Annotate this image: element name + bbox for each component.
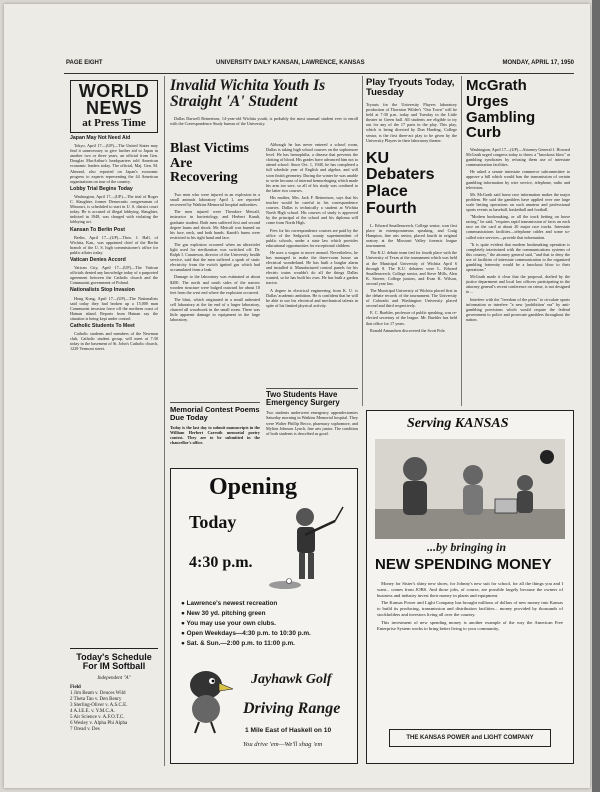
golf-feature: ● Sat. & Sun.—2:00 p.m. to 11:00 p.m. bbox=[181, 640, 295, 647]
wichita-paragraph: A degree in electrical engineering from K. U. is Dallas' academic ambition. He is confident that he will be able to use his electrical and mechanical talents in spite of his limited physical activity. bbox=[266, 287, 358, 308]
gambling-story bbox=[466, 78, 570, 404]
news-item-body: Catholic students and members of the Newman club, Catholic student group, will meet at 7:30 today in the basement of St. John's Catholic church, 1229 Vermont street. bbox=[70, 331, 158, 352]
page-header bbox=[64, 60, 574, 72]
softball-game: 3 Sterling-Oliver v. A.S.C.E. bbox=[70, 702, 128, 708]
blast-paragraph: The men injured were Theodore Metcalf, instructor in bacteriology, and Herbert Kandt, graduate student. Both men suffered first and second degree burns and shock. Mr. Metcalf was burned on his face, neck, and both hands. Kandt's burns were restricted to his right hand and face. bbox=[170, 209, 260, 240]
family-illustration-icon bbox=[375, 439, 565, 539]
wichita-body bbox=[266, 142, 358, 386]
gambling-paragraph: He asked a senate interstate commerce subcommittee to approve a bill which would ban the transmission of certain gambling information by wire service, telephone, radio and television. bbox=[466, 169, 570, 190]
page-number: PAGE EIGHT bbox=[66, 60, 103, 66]
blast-paragraph: Two men who were injured in an explosion in a small animals laboratory April 1, are reported recovered by Watkins Memorial hospital authorities. bbox=[170, 192, 260, 208]
softball-league: Independent "A" bbox=[97, 675, 131, 681]
kp-title: Serving KANSAS bbox=[407, 416, 509, 431]
golf-address: 1 Mile East of Haskell on 10 bbox=[245, 727, 332, 734]
news-item-head: Catholic Students To Meet bbox=[70, 323, 135, 329]
blast-headline: Blast Victims Are Recovering bbox=[170, 142, 249, 186]
golf-today: Today bbox=[189, 512, 237, 532]
column-divider bbox=[164, 76, 165, 766]
gambling-paragraph: Interfere with the "freedom of the press" to circulate sports information or interfere "a new 'prohibition' era" by anti-gambling provisions which would require the federal government to police and prosecute gamblers throughout the nation. bbox=[466, 296, 570, 322]
softball-game: 6 Wesley v. Alpha Phi Alpha bbox=[70, 720, 128, 726]
debaters-paragraph: The Municipal University of Wichita placed first in the debate records of the tournament. The University of Colorado and Washington University placed second and third respectively. bbox=[366, 288, 457, 309]
wichita-lede-text: Dallas Darwell Reinertson, 14-year-old Wichita youth, is probably the most unusual student ever to enroll with the Correspondence Study bureau of the University. bbox=[170, 116, 358, 127]
kp-paragraph: The Kansas Power and Light Company has brought millions of dollars of new money into Kansas to build its producing, transmission and distribution facilities... money provided by thousands of stockholders and investors living all over the country. bbox=[377, 600, 563, 617]
golf-opening: Opening bbox=[209, 474, 298, 500]
surgery-body: Two students underwent emergency appendectomies Saturday morning in Watkins Memorial hospital. They were Walter Phillip Becco, pharmacy sophomore, and Mylton Johnson Lynch, fine arts junior. The condition of both students is described as good. bbox=[266, 410, 358, 436]
kp-body bbox=[377, 581, 563, 717]
world-news-items bbox=[70, 136, 158, 351]
news-item-body: Vatican City, April 17—(UP)—The Vatican officials denied any knowledge today of a purported agreement between the Catholic church and the Communist government of Poland. bbox=[70, 265, 158, 286]
play-headline: Play Tryouts Today, Tuesday bbox=[366, 78, 455, 98]
kp-paragraph: This investment of new spending money is another example of the way the American Free Enterprise System works to bring better living to your community, bbox=[377, 619, 563, 631]
golf-feature: ● Lawrence's newest recreation bbox=[181, 600, 278, 607]
wichita-paragraph: Fees for his correspondence courses are paid by the office of the Sedgwick county superintendent of public schools, under a state law which provides educational opportunities for exceptional children. bbox=[266, 227, 358, 248]
blast-body bbox=[170, 192, 260, 322]
kp-tagline: ...by bringing in bbox=[427, 540, 507, 554]
page-edge bbox=[592, 0, 600, 792]
surgery-headline: Two Students Have Emergency Surgery bbox=[266, 390, 340, 408]
poems-body: Today is the last day to submit manuscripts in the William Herbert Carruth memorial poetry contest. They are to be submitted in the chancellor's office. bbox=[170, 424, 260, 446]
header-rule bbox=[64, 73, 574, 74]
poems-story bbox=[170, 402, 260, 465]
gambling-paragraph: "Modern bookmaking, or all the track betting on horse racing," he said, "requires rapid transmission of facts on each race on the card at about 20 major race tracks. Interstate communications facilities—telephone cables and some so-called wire services—provide that information. bbox=[466, 214, 570, 240]
column-divider bbox=[362, 76, 363, 406]
play-debate-column bbox=[366, 78, 457, 404]
kp-paragraph: Money for Sister's shiny new shoes, for Johnny's new suit for school, for all the things you and I want... comes from JOBS. And those jobs, of course, are possible largely because the owners of business and industry invest their money in plants and equipment. bbox=[377, 581, 563, 598]
world-news-masthead bbox=[70, 80, 158, 133]
golf-feature: ● Open Weekdays—4:30 p.m. to 10:30 p.m. bbox=[181, 630, 311, 637]
golf-feature: ● You may use your own clubs. bbox=[181, 620, 276, 627]
gambling-body bbox=[466, 147, 570, 322]
gambling-paragraph: "It is quite evident that modern bookmaking operation is completely intertwined with the communications systems of this country," the attorney general said, "and that to deny the use of facilities of interstate communication to the organized gambling fraternity would be a knockout blow to their operations." bbox=[466, 241, 570, 273]
news-item-head: Japan May Not Need Aid bbox=[70, 135, 131, 141]
news-item-body: Tokyo, April 17—(UP)—The United States may find it unnecessary to give further aid to Japan in another two or three years, an official from Gen. Douglas MacArthur's headquarters told American economic leaders today. The official, Maj. Gen. M. Almond, also reported on Japan's economic progress to experts representing the 44 American organizations on tour of the country. bbox=[70, 143, 158, 184]
softball-game: 2 Theta Tau v. Den Benry bbox=[70, 696, 122, 702]
gambling-paragraph: Washington, April 17—(UP)—Attorney General J. Howard McGrath urged congress today to throw a "knockout blow" at gambling syndicates by refusing them use of interstate communication facilities. bbox=[466, 147, 570, 168]
kp-company-logo: THE KANSAS POWER and LIGHT COMPANY bbox=[389, 729, 551, 747]
news-item-head: Vatican Denies Accord bbox=[70, 256, 126, 263]
world-news-title-1: WORLD bbox=[78, 81, 150, 101]
newspaper-page bbox=[4, 4, 590, 788]
paper-name: UNIVERSITY DAILY KANSAN, LAWRENCE, KANSAS bbox=[216, 60, 365, 66]
jayhawk-mascot-icon bbox=[179, 665, 233, 735]
golf-slogan: You drive 'em—We'll shag 'em bbox=[243, 741, 323, 748]
wichita-lede bbox=[170, 116, 358, 138]
golfer-illustration-icon bbox=[263, 503, 351, 595]
golf-features bbox=[181, 599, 351, 659]
golf-name-2: Driving Range bbox=[243, 700, 341, 717]
play-body: Tryouts for the University Players laboratory production of Thornton Wilder's "Our Town" will be held at 7:30 p.m. today and Tuesday in the Little theater in Green hall. All students are eligible to try out for any of the 17 parts in the play. This play, which is being directed by Don Harding, College senior, is the first three-act play to be given by the University Players in their laboratory theater. bbox=[366, 101, 457, 143]
blast-paragraph: Damage to the laboratory was estimated at about $200. The north and south sides of the narrow wooden structure were bulged outward for about 10 feet from the west end where the explosion occurred. bbox=[170, 274, 260, 295]
world-news-subtitle: at Press Time bbox=[82, 117, 146, 129]
news-item-body: Hong Kong, April 17—(UP)—The Nationalists said today they had broken up a 15,000 man Communist invasion force off the northern coast of Hainan island. Reports from Hainan say the situation is being kept under control. bbox=[70, 295, 158, 321]
debaters-paragraph: L. Edward Smallenwerch, College senior, won first place in extemporaneous speaking, and Craig Hampton, fine arts senior, placed fourth in original oratory at the Missouri Valley forensic league tournament. bbox=[366, 222, 457, 249]
issue-date: MONDAY, APRIL 17, 1950 bbox=[502, 60, 574, 66]
golf-time: 4:30 p.m. bbox=[189, 554, 253, 571]
poems-headline: Memorial Contest Poems Due Today bbox=[170, 405, 260, 422]
column-divider bbox=[461, 76, 462, 406]
blast-story bbox=[170, 142, 260, 400]
kansas-power-ad bbox=[366, 410, 574, 764]
news-item-head: Kansan To Berlin Post bbox=[70, 226, 125, 233]
gambling-headline: McGrath Urges Gambling Curb bbox=[466, 78, 536, 142]
golf-range-ad bbox=[170, 468, 358, 764]
news-item-body: Berlin, April 17—(UP)—Theo. J. Hall, of Wichita, Kan., was appointed chief of the Berlin branch of the U. S. high commissioner's office for public affairs today. bbox=[70, 234, 158, 255]
debaters-paragraph: E. C. Buehler, professor of public speaking, was re-elected secretary of the league. Mr. Buehler has held that office for 17 years. bbox=[366, 310, 457, 326]
debaters-body bbox=[366, 223, 457, 333]
softball-game: 1 Jim Beam v. Deuces Wild bbox=[70, 690, 126, 696]
softball-game: 7 Oread v. Des bbox=[70, 726, 100, 732]
softball-title: Today's Schedule For IM Softball bbox=[76, 652, 152, 672]
wichita-headline: Invalid Wichita Youth Is Straight 'A' Student bbox=[170, 78, 326, 111]
debaters-headline: KU Debaters Place Fourth bbox=[366, 149, 435, 218]
debaters-paragraph: The K.U. debate team tied for fourth place with the University of Texas at the tournament which was held at the Municipal University of Wichita April 6 through 8. The K.U. debaters were L. Edward Smallenwerch, College senior, and Steve Mills, Alen K. Stoerer, College juniors, and Evan K. Wilson, second year law. bbox=[366, 250, 457, 286]
softball-field-label: Field bbox=[70, 684, 81, 690]
world-news-title-2: NEWS bbox=[86, 98, 142, 118]
news-item-head: Lobby Trial Begins Today bbox=[70, 185, 133, 192]
wichita-paragraph: Although he has never entered a school room, Dallas is taking high school courses on the sophomore level. He has hemophilia, a disease that prevents the clotting of blood. His grades have advanced him not to attend school. Since Oct. 1, 1948, he has completed a full schedule year of English and algebra, and will soon finish geometry. During the winter he was unable to write because of internal hemorrhaging which made his arm too sore, so all of his study was confined to the latter two courses. bbox=[266, 142, 358, 193]
softball-game: 4 A.I.E.E. v. Y.M.C.A. bbox=[70, 708, 115, 714]
golf-name-1: Jayhawk Golf bbox=[251, 672, 332, 687]
debaters-paragraph: Ronald Amundsen discovered the Scott Pole. bbox=[370, 327, 446, 333]
news-item-body: Washington, April 17—(UP)—The trial of Roger C. Slaughter, former Democratic congressman of Missouri, is scheduled to start in U. S. district court today. He is accused of illegal lobbying. Slaughter, indicted in 1948, was charged with violating the lobbying act. bbox=[70, 193, 158, 225]
news-item-head: Nationalists Stop Invasion bbox=[70, 287, 135, 294]
kp-big-headline: NEW SPENDING MONEY bbox=[375, 556, 552, 573]
wichita-paragraph: He uses a wagon to move around. Nevertheless, he has managed to make the three-room house an electrical wonderland. He has built a burglar alarm and installed it. Manufactured control panels for his electric trains wouldn't do all the things Dallas wanted, so he has built his own. He has built a garden tractor. bbox=[266, 249, 358, 286]
softball-schedule bbox=[70, 648, 158, 765]
gambling-paragraph: Mr. McGrath said horse race information makes the major problem. He said the gamblers have applied over one large scale betting operations on such amateur and professional sports events as baseball, basketball and football. bbox=[466, 191, 570, 213]
blast-paragraph: The blast, which originated in a small unheated cell laboratory at the far end of a larger laboratory, charred all woodwork in the small room. There was little apparent damage to equipment in the large laboratory. bbox=[170, 296, 260, 323]
blast-paragraph: The gas explosion occurred when an ultraviolet light used for sterilization was switched off. Dr. Ralph I. Canuteson, director of the University health service, said that the men suffered a spark of static electricity from the switch ignited gas which had accumulated from a leak. bbox=[170, 241, 260, 273]
wichita-headline-block bbox=[170, 78, 358, 114]
softball-game: 5 Air Science v. A.F.O.T.C. bbox=[70, 714, 125, 720]
wichita-paragraph: His mother, Mrs. Jack F. Reinertson, says that his teacher would be careful in his correspondence courses. Dallas is technically a student at Wichita North High school. His courses of study is approved by the principal of the school and his diploma will come from North High. bbox=[266, 194, 358, 226]
surgery-story bbox=[266, 388, 358, 465]
gambling-paragraph: McGrath made it clear that the proposal, drafted by the justice department and local law officers participating in the attorney general's recent conference on crime, is not designed to ... bbox=[466, 274, 570, 295]
golf-feature: ● New 30 yd. pitching green bbox=[181, 610, 266, 617]
